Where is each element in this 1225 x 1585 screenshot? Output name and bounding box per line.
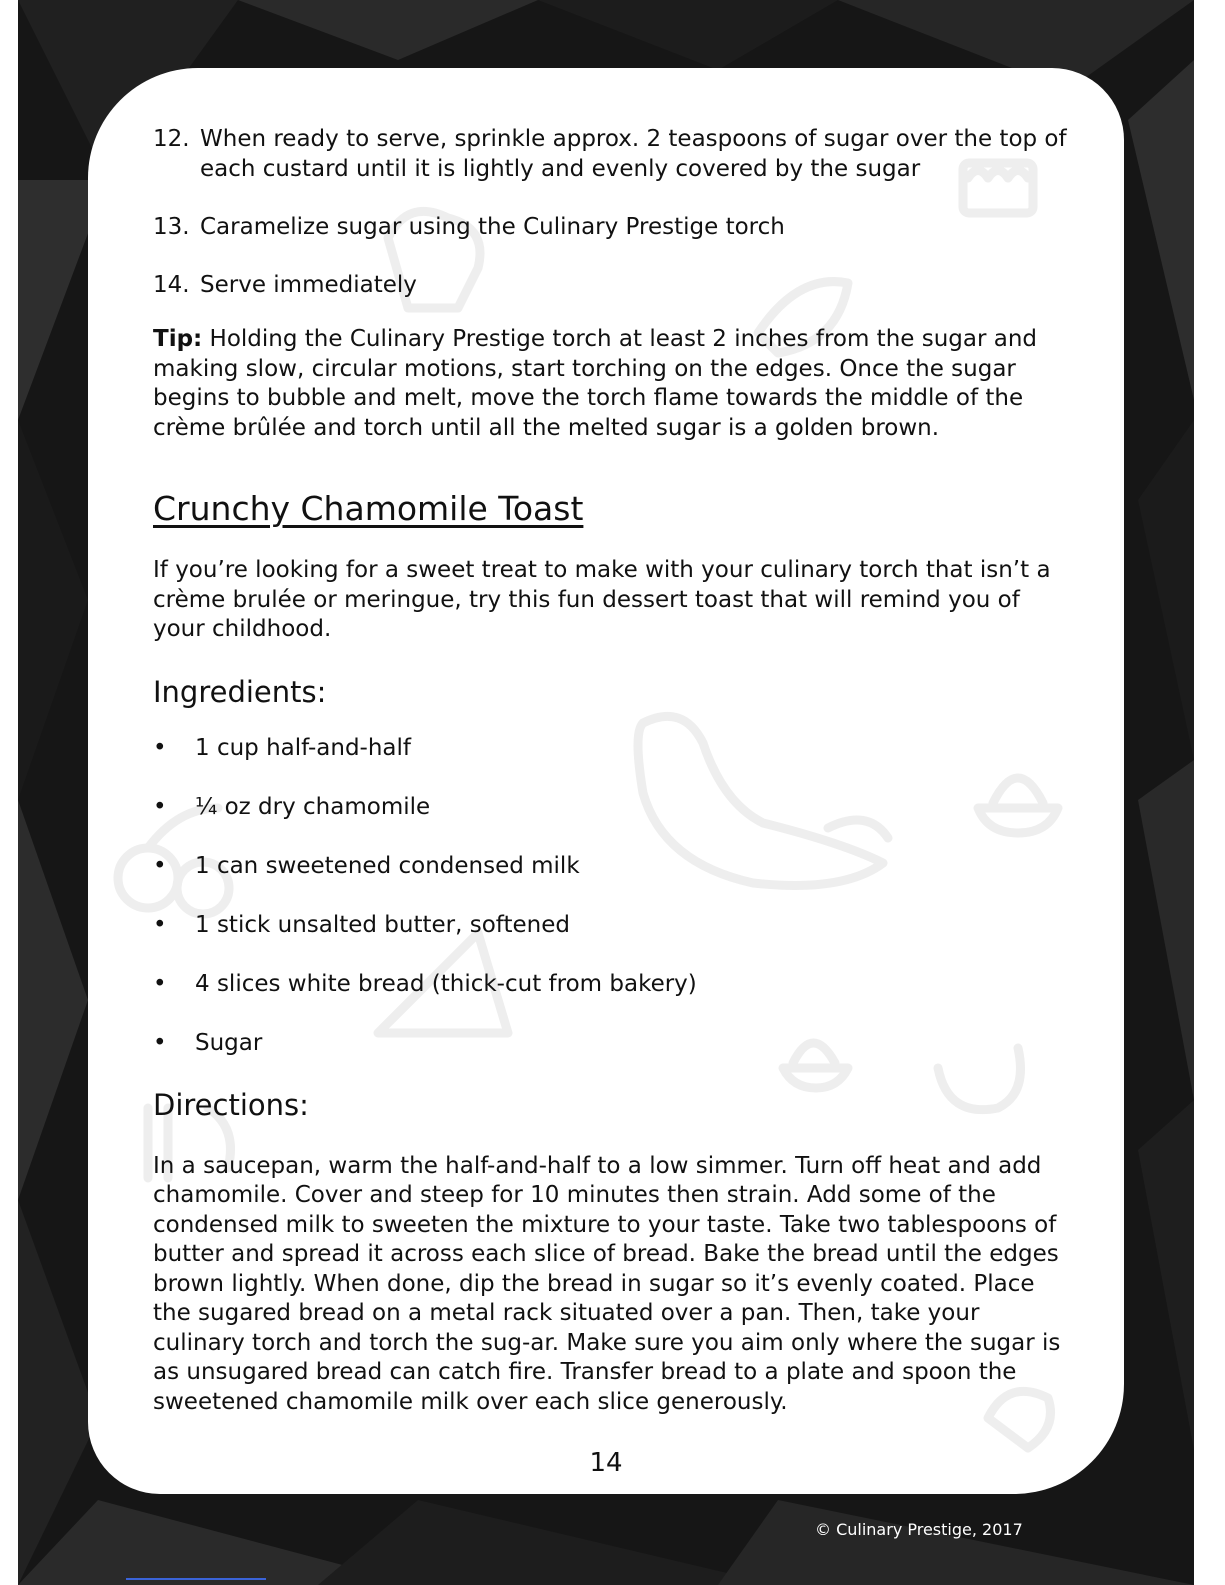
step-number: 13.	[153, 214, 190, 240]
bullet: •	[153, 911, 167, 938]
ingredient-text: 4 slices white bread (thick-cut from bakery)	[195, 970, 697, 997]
ingredient-item	[153, 910, 1073, 940]
page-card	[88, 68, 1124, 1494]
bullet: •	[153, 970, 167, 997]
step-12	[153, 124, 1073, 184]
ingredient-text: 1 stick unsalted butter, softened	[195, 911, 570, 938]
bullet: •	[153, 1029, 167, 1056]
directions-heading: Directions:	[153, 1087, 309, 1122]
step-13	[153, 212, 1073, 242]
ingredient-text: ¼ oz dry chamomile	[195, 793, 431, 820]
ingredient-item	[153, 969, 1073, 999]
bullet: •	[153, 852, 167, 879]
ingredient-text: 1 cup half-and-half	[195, 734, 412, 761]
step-text: Caramelize sugar using the Culinary Prestige torch	[200, 214, 785, 240]
step-text: Serve immediately	[200, 272, 417, 298]
copyright-notice: © Culinary Prestige, 2017	[815, 1520, 1023, 1539]
step-number: 12.	[153, 126, 190, 152]
recipe-title: Crunchy Chamomile Toast	[153, 489, 584, 528]
ingredient-item	[153, 1028, 1073, 1058]
ingredient-item	[153, 733, 1073, 763]
page-number: 14	[589, 1448, 623, 1478]
bullet: •	[153, 734, 167, 761]
step-number: 14.	[153, 272, 190, 298]
page-content	[153, 124, 1073, 1417]
link-underline	[126, 1578, 266, 1580]
ingredient-item	[153, 792, 1073, 822]
tip-text: Holding the Culinary Prestige torch at least 2 inches from the sugar and making slow, circular motions, start torching on the edges. Once the sugar begins to bubble and melt, move the torch flame towards the middle of the crème brûlée and torch until all the melted sugar is a golden brown.	[153, 326, 1038, 441]
bullet: •	[153, 793, 167, 820]
ingredients-list	[153, 733, 1073, 1058]
step-text: When ready to serve, sprinkle approx. 2 teaspoons of sugar over the top of each custard until it is lightly and evenly covered by the sugar	[200, 126, 1067, 182]
directions-text: In a saucepan, warm the half-and-half to a low simmer. Turn off heat and add chamomile. Cover and steep for 10 minutes then strain. Add some of the condensed milk to sweeten the mixture to your taste. Take two tablespoons of butter and spread it across each slice of bread. Bake the bread until the edges brown lightly. When done, dip the bread in sugar so it’s evenly coated. Place the sugared bread on a metal rack situated over a pan. Then, take your culinary torch and torch the sug-ar. Make sure you aim only where the sugar is as unsugared bread can catch fire. Transfer bread to a plate and spoon the sweetened chamomile milk over each slice generously.	[153, 1152, 1061, 1415]
ingredient-item	[153, 851, 1073, 881]
recipe-intro: If you’re looking for a sweet treat to make with your culinary torch that isn’t a crème brulée or meringue, try this fun dessert toast that will remind you of your childhood.	[153, 557, 1051, 642]
tip-paragraph	[153, 325, 1073, 443]
ingredients-heading: Ingredients:	[153, 674, 327, 709]
tip-label: Tip:	[153, 326, 203, 352]
step-14	[153, 270, 1073, 300]
ingredient-text: Sugar	[195, 1029, 263, 1056]
ingredient-text: 1 can sweetened condensed milk	[195, 852, 580, 879]
